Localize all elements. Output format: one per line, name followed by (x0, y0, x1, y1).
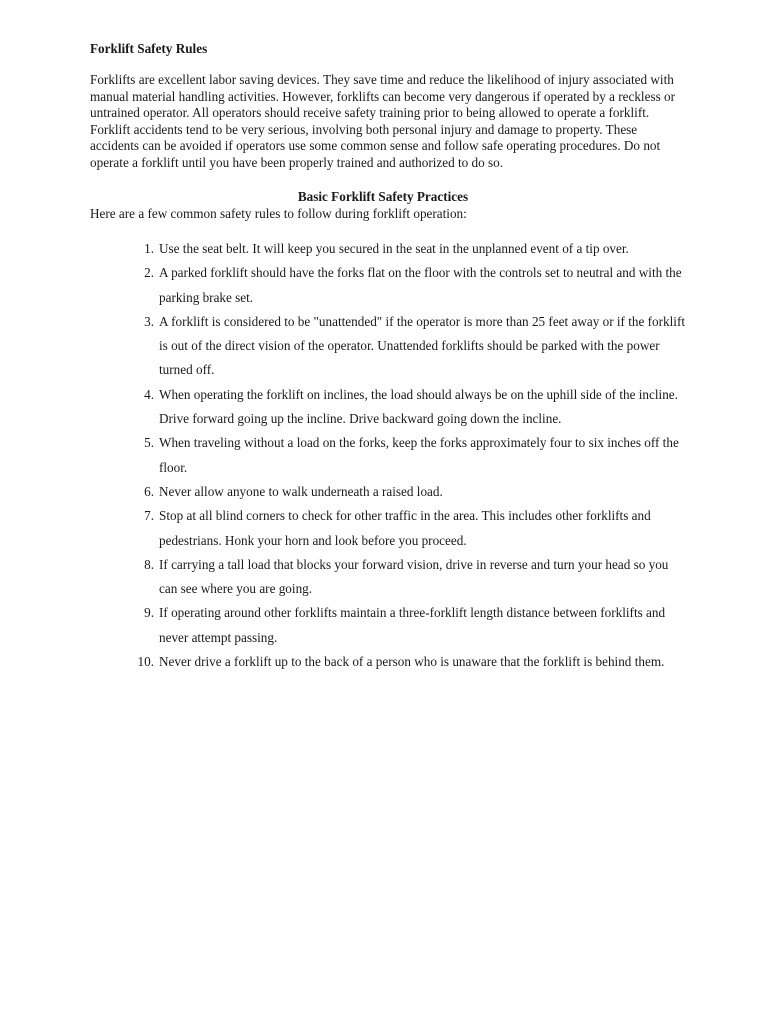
document-title: Forklift Safety Rules (90, 41, 208, 56)
accidents-paragraph: Forklift accidents tend to be very serious, involving both personal injury and damage to property. These accidents can be avoided if operators use some common sense and follow safe operating procedures. Do not operate a forklift until you have been properly trained and authorized to do so. (90, 121, 661, 170)
section-title: Basic Forklift Safety Practices (297, 189, 469, 204)
list-item (90, 431, 685, 480)
list-item (90, 310, 685, 383)
list-item-number: 6. (144, 483, 154, 499)
list-item-number: 2. (144, 265, 154, 281)
list-item-text: Use the seat belt. It will keep you secured in the seat in the unplanned event of a tip over. (159, 241, 629, 256)
list-item-text: A parked forklift should have the forks flat on the floor with the controls set to neutral and with the parking brake set. (159, 265, 682, 305)
list-item (90, 504, 685, 553)
list-item-text: A forklift is considered to be "unattended" if the operator is more than 25 feet away or if the forklift is out of the direct vision of the operator. Unattended forklifts should be parked with the power turned off. (159, 313, 686, 378)
intro-paragraph: Forklifts are excellent labor saving devices. They save time and reduce the likelihood of injury associated with manual material handling activities. However, forklifts can become very dangerous if operated by a reckless or untrained operator. All operators should receive safety training prior to being allowed to operate a forklift. (90, 72, 675, 120)
list-item (90, 261, 685, 310)
list-item-number: 8. (144, 556, 154, 572)
list-item (90, 237, 685, 261)
list-item (90, 383, 685, 432)
list-item-number: 7. (144, 508, 154, 524)
safety-rules-list (90, 237, 685, 674)
list-item-number: 1. (144, 241, 154, 256)
list-item-text: If operating around other forklifts maintain a three-forklift length distance between forklifts and never attempt passing. (159, 605, 666, 645)
list-item (90, 480, 685, 504)
list-item-number: 3. (144, 313, 154, 329)
list-item-text: When traveling without a load on the forks, keep the forks approximately four to six inches off the floor. (159, 435, 679, 475)
list-item (90, 553, 685, 602)
document-page (90, 40, 685, 674)
list-item-text: When operating the forklift on inclines, the load should always be on the uphill side of the incline. Drive forward going up the incline. Drive backward going down the incline. (159, 386, 678, 427)
list-item-number: 10. (137, 654, 154, 670)
list-item-number: 9. (144, 605, 154, 621)
list-item (90, 650, 685, 674)
list-item-number: 4. (144, 386, 154, 402)
list-item-text: If carrying a tall load that blocks your forward vision, drive in reverse and turn your head so you can see where you are going. (159, 556, 669, 597)
list-item-number: 5. (144, 435, 154, 451)
list-item-text: Never drive a forklift up to the back of a person who is unaware that the forklift is behind them. (159, 654, 665, 670)
list-item-text: Stop at all blind corners to check for other traffic in the area. This includes other forklifts and pedestrians. Honk your horn and look before you proceed. (159, 508, 651, 548)
list-item (90, 601, 685, 650)
section-intro: Here are a few common safety rules to follow during forklift operation: (90, 206, 467, 221)
list-item-text: Never allow anyone to walk underneath a raised load. (159, 483, 443, 499)
